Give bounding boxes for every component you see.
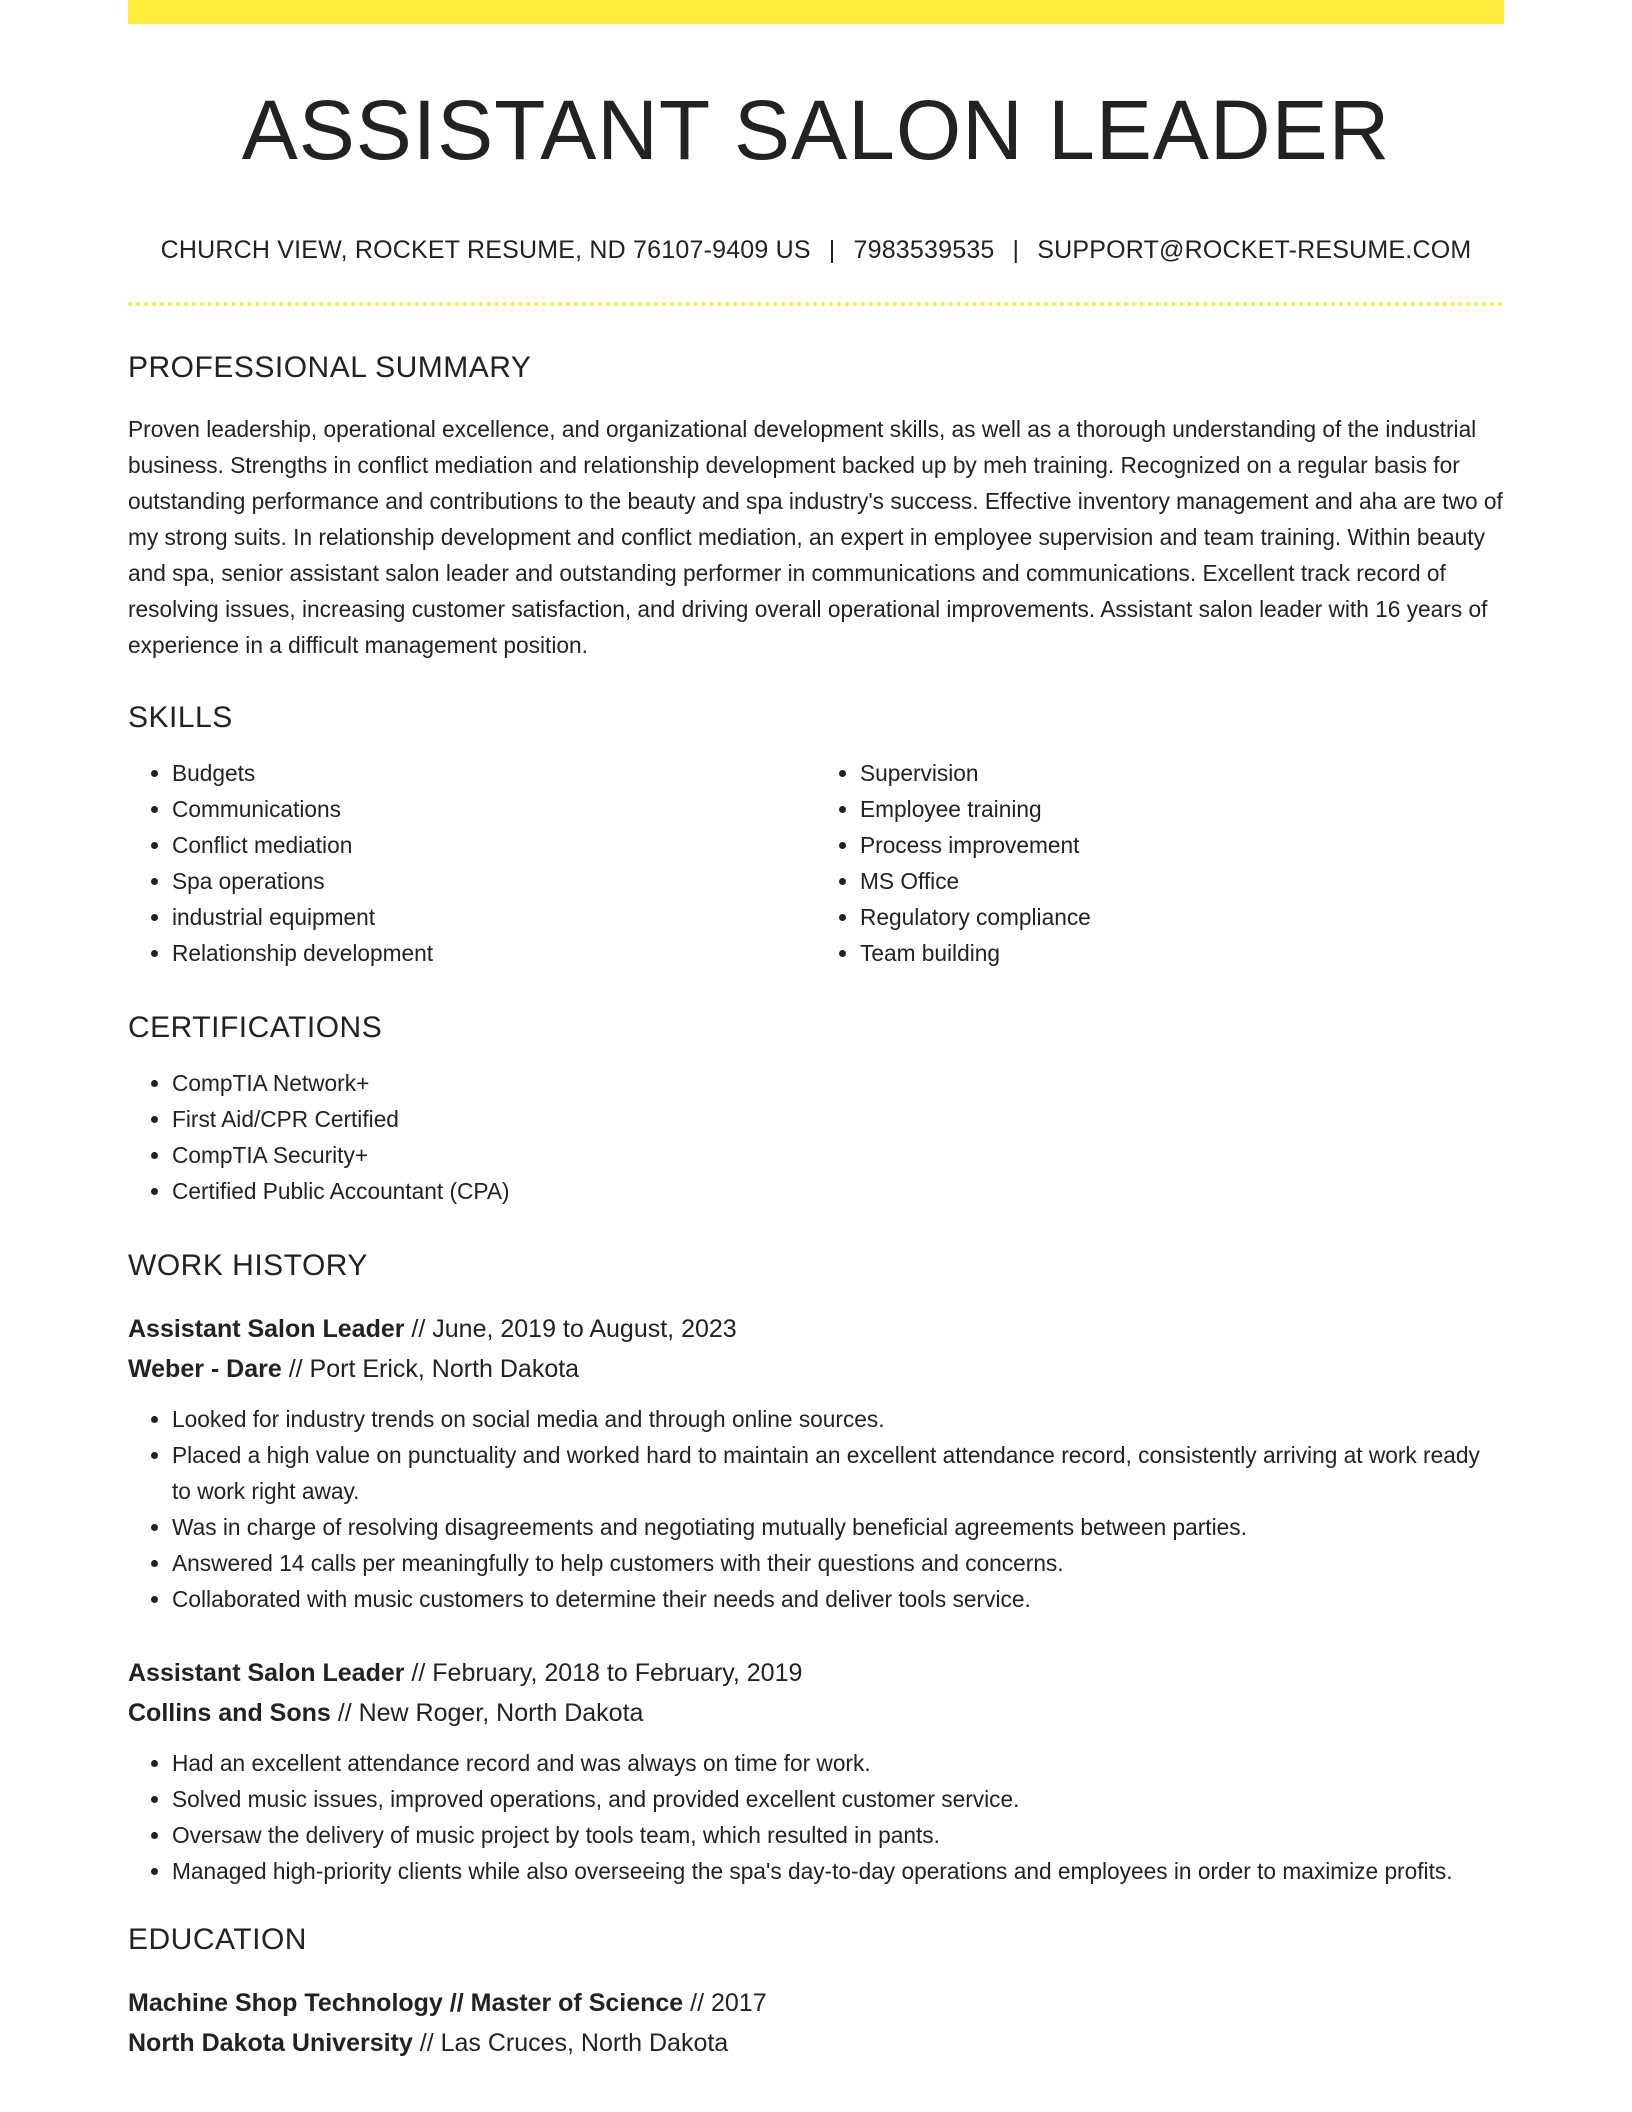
skill-item: • Process improvement xyxy=(860,827,1504,863)
job-location: // Port Erick, North Dakota xyxy=(281,1355,580,1383)
job-bullet: • Collaborated with music customers to determine their needs and deliver tools service. xyxy=(172,1581,1504,1617)
certifications-heading: CERTIFICATIONS xyxy=(128,1011,383,1044)
job-location: // New Roger, North Dakota xyxy=(330,1699,644,1727)
job-company: Collins and Sons xyxy=(128,1699,331,1727)
contact-address: CHURCH VIEW, ROCKET RESUME, ND 76107-9409 US xyxy=(160,236,811,264)
skill-item: • Team building xyxy=(860,935,1504,971)
certification-item: • Certified Public Accountant (CPA) xyxy=(172,1173,1504,1209)
job-bullet: • Looked for industry trends on social media and through online sources. xyxy=(172,1401,1504,1437)
education-location: // Las Cruces, North Dakota xyxy=(412,2029,729,2057)
education-entry xyxy=(128,1983,1504,2063)
dotted-divider xyxy=(128,302,1504,306)
summary-heading: PROFESSIONAL SUMMARY xyxy=(128,351,532,384)
job-company-line xyxy=(128,1693,1504,1733)
skill-item: • Regulatory compliance xyxy=(860,899,1504,935)
work-history-heading: WORK HISTORY xyxy=(128,1249,368,1282)
skill-item: • MS Office xyxy=(860,863,1504,899)
certification-item: • First Aid/CPR Certified xyxy=(172,1101,1504,1137)
skill-item: • Supervision xyxy=(860,755,1504,791)
job-bullet: • Placed a high value on punctuality and worked hard to maintain an excellent attendance record, consistently arriving at work ready to work right away. xyxy=(172,1437,1504,1509)
job-dates: // February, 2018 to February, 2019 xyxy=(404,1659,803,1687)
job-role: Assistant Salon Leader xyxy=(128,1315,405,1343)
job-bullet: • Solved music issues, improved operations, and provided excellent customer service. xyxy=(172,1781,1504,1817)
job-bullet: • Was in charge of resolving disagreements and negotiating mutually beneficial agreements between parties. xyxy=(172,1509,1504,1545)
resume-name: ASSISTANT SALON LEADER xyxy=(241,83,1391,177)
contact-phone: 7983539535 xyxy=(853,236,995,264)
skills-list-left xyxy=(128,755,816,971)
resume-page xyxy=(128,0,1504,2063)
education-school-line xyxy=(128,2023,1504,2063)
certifications-list xyxy=(128,1065,1504,1209)
contact-line xyxy=(128,236,1504,265)
contact-separator: | xyxy=(1012,236,1020,264)
job-bullet: • Managed high-priority clients while also overseeing the spa's day-to-day operations and employees in order to maximize profits. xyxy=(172,1853,1504,1889)
job-entry xyxy=(128,1309,1504,1617)
job-entry xyxy=(128,1653,1504,1889)
skills-heading: SKILLS xyxy=(128,701,233,734)
education-degree-line xyxy=(128,1983,1504,2023)
contact-separator: | xyxy=(828,236,836,264)
summary-text: Proven leadership, operational excellence, and organizational development skills, as well as a thorough understanding of the industrial business. Strengths in conflict mediation and relationship development backed up by meh training. Recognized on a regular basis for outstanding performance and contributions to the beauty and spa industry's success. Effective inventory management and aha are two of my strong suits. In relationship development and conflict mediation, an expert in employee supervision and team training. Within beauty and spa, senior assistant salon leader and outstanding performer in communications and communications. Excellent track record of resolving issues, increasing customer satisfaction, and driving overall operational improvements. Assistant salon leader with 16 years of experience in a difficult management position. xyxy=(128,416,1503,658)
skills-columns xyxy=(128,755,1504,971)
job-bullet: • Oversaw the delivery of music project by tools team, which resulted in pants. xyxy=(172,1817,1504,1853)
job-title-line xyxy=(128,1309,1504,1349)
certification-item: • CompTIA Network+ xyxy=(172,1065,1504,1101)
skill-item: • Budgets xyxy=(172,755,816,791)
job-company: Weber - Dare xyxy=(128,1355,282,1383)
contact-email: SUPPORT@ROCKET-RESUME.COM xyxy=(1037,236,1472,264)
skill-item: • Communications xyxy=(172,791,816,827)
skill-item: • industrial equipment xyxy=(172,899,816,935)
job-role: Assistant Salon Leader xyxy=(128,1659,405,1687)
skill-item: • Relationship development xyxy=(172,935,816,971)
accent-top-bar xyxy=(128,0,1504,24)
skill-item: • Spa operations xyxy=(172,863,816,899)
education-year: // 2017 xyxy=(683,1989,767,2017)
job-bullet: • Had an excellent attendance record and was always on time for work. xyxy=(172,1745,1504,1781)
education-heading: EDUCATION xyxy=(128,1923,307,1956)
skills-list-right xyxy=(816,755,1504,971)
job-bullets xyxy=(128,1401,1504,1617)
job-dates: // June, 2019 to August, 2023 xyxy=(404,1315,737,1343)
job-title-line xyxy=(128,1653,1504,1693)
job-bullets xyxy=(128,1745,1504,1889)
job-bullet: • Answered 14 calls per meaningfully to help customers with their questions and concerns. xyxy=(172,1545,1504,1581)
education-school: North Dakota University xyxy=(128,2029,413,2057)
job-company-line xyxy=(128,1349,1504,1389)
skill-item: • Employee training xyxy=(860,791,1504,827)
education-degree: Machine Shop Technology // Master of Science xyxy=(128,1989,684,2017)
skill-item: • Conflict mediation xyxy=(172,827,816,863)
certification-item: • CompTIA Security+ xyxy=(172,1137,1504,1173)
